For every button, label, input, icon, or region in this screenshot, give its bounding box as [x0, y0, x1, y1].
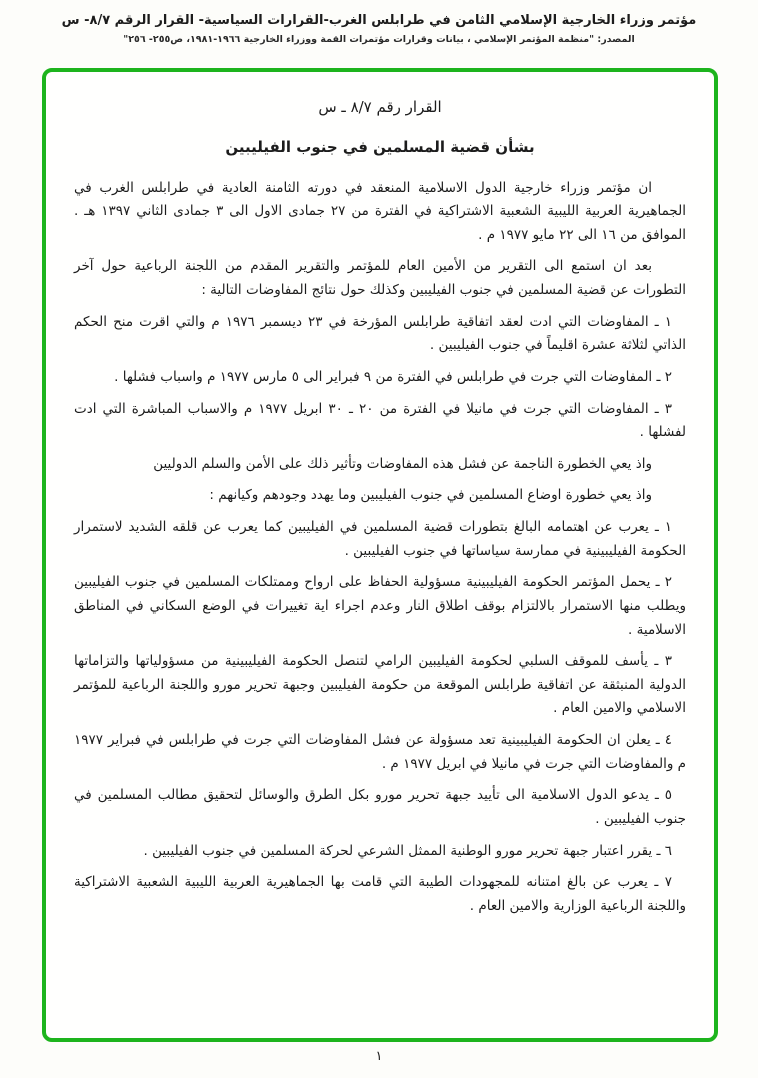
paragraph-resolution-3: ٣ ـ يأسف للموقف السلبي لحكومة الفيليبين الرامي لتنصل الحكومة الفيليبينية من مسؤولياتها والتزاماتها الدولية المنبثقة عن اتفاقية طرابلس الموقعة من حكومة الفيليبين وجبهة تحرير مورو واللجنة الرباعية للمؤتمر الاسلامي والامين العام . — [74, 653, 686, 717]
document-body — [46, 72, 714, 918]
paragraph-resolution-6: ٦ ـ يقرر اعتبار جبهة تحرير مورو الوطنية الممثل الشرعي لحركة المسلمين في جنوب الفيليبين . — [143, 842, 672, 859]
paragraph-resolution-7: ٧ ـ يعرب عن بالغ امتنانه للمجهودات الطيبة التي قامت بها الجماهيرية العربية الليبية الشعبية الاشتراكية واللجنة الرباعية الوزارية والامين العام . — [74, 874, 686, 914]
page-number: ١ — [375, 1049, 383, 1064]
header-title-line: مؤتمر وزراء الخارجية الإسلامي الثامن في طرابلس الغرب-القرارات السياسية- القرار الرقم ٨/٧- س — [61, 13, 697, 28]
paragraph-preamble-1: ان مؤتمر وزراء خارجية الدول الاسلامية المنعقد في دورته الثامنة العادية في طرابلس الغرب في الجماهيرية العربية الليبية الشعبية الاشتراكية في الفترة من ٢٧ جمادى الاول الى ٣ جمادى الثاني ١٣٩٧ هـ . الموافق من ١٦ الى ٢٢ مايو ١٩٧٧ م . — [74, 179, 686, 243]
paragraph-resolution-1: ١ ـ يعرب عن اهتمامه البالغ بتطورات قضية المسلمين في الفيليبين كما يعرب عن قلقه الشديد لاستمرار الحكومة الفيليبينية في ممارسة سياساتها في جنوب الفيليبين . — [74, 519, 686, 559]
paragraph-negotiation-1: ١ ـ المفاوضات التي ادت لعقد اتفاقية طرابلس المؤرخة في ٢٣ ديسمبر ١٩٧٦ م والتي اقرت منح الحكم الذاتي لثلاثة عشرة اقليماً في جنوب الفيليبين . — [74, 313, 686, 354]
paragraph-negotiation-2: ٢ ـ المفاوضات التي جرت في طرابلس في الفترة من ٩ فبراير الى ٥ مارس ١٩٧٧ م واسباب فشلها . — [114, 368, 672, 385]
paragraph-considering-2: واذ يعي خطورة اوضاع المسلمين في جنوب الفيليبين وما يهدد وجودهم وكيانهم : — [209, 487, 652, 504]
paragraph-resolution-4: ٤ ـ يعلن ان الحكومة الفيليبينية تعد مسؤولة عن فشل المفاوضات التي جرت في طرابلس في فبراير ١٩٧٧ م والمفاوضات التي جرت في مانيلا في ابريل ١٩٧٧ م . — [74, 732, 686, 772]
document-frame — [42, 68, 718, 1042]
resolution-subject-title: بشأن قضية المسلمين في جنوب الفيليبين — [225, 138, 535, 157]
paragraph-resolution-2: ٢ ـ يحمل المؤتمر الحكومة الفيليبينية مسؤولية الحفاظ على ارواح وممتلكات المسلمين في جنوب الفيليبين ويطلب منها الاستمرار بالالتزام بوقف اطلاق النار وعدم اجراء اية تغييرات في الوضع السكاني في المناطق الاسلامية . — [74, 574, 686, 638]
paragraph-negotiation-3: ٣ ـ المفاوضات التي جرت في مانيلا في الفترة من ٢٠ ـ ٣٠ ابريل ١٩٧٧ م والاسباب المباشرة التي ادت لفشلها . — [74, 400, 686, 441]
document-header — [0, 0, 758, 45]
header-source-line: المصدر: "منظمة المؤتمر الإسلامي ، بيانات وقرارات مؤتمرات القمة ووزراء الخارجية ١٩٦٦-١٩٨١، ص٢٥٥- ٢٥٦" — [123, 34, 635, 46]
paragraph-preamble-2: بعد ان استمع الى التقرير من الأمين العام للمؤتمر والتقرير المقدم من اللجنة الرباعية حول آخر التطورات عن قضية المسلمين في جنوب الفيليبين وكذلك حول نتائج المفاوضات التالية : — [74, 258, 686, 298]
paragraph-considering-1: واذ يعي الخطورة الناجمة عن فشل هذه المفاوضات وتأثير ذلك على الأمن والسلم الدوليين — [153, 455, 652, 472]
resolution-number-title: القرار رقم ٨/٧ ـ س — [318, 98, 442, 116]
paragraph-resolution-5: ٥ ـ يدعو الدول الاسلامية الى تأييد جبهة تحرير مورو بكل الطرق والوسائل لتحقيق مطالب المسلمين في جنوب الفيليبين . — [74, 787, 686, 827]
